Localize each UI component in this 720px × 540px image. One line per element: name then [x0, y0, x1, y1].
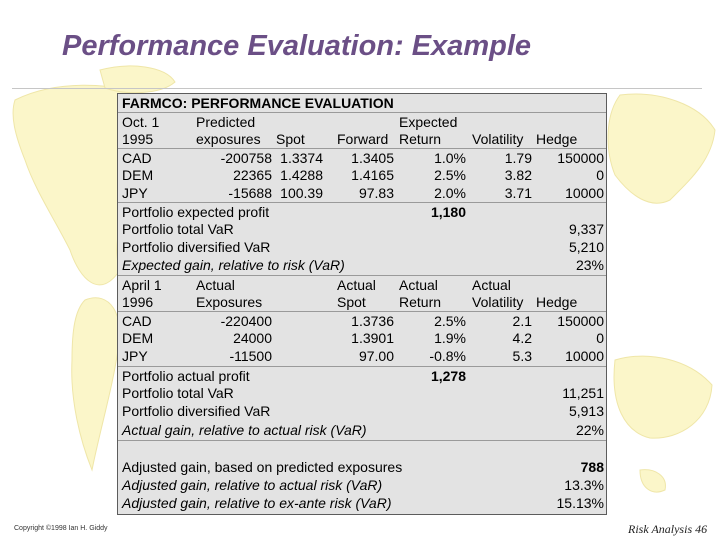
return-cell: 2.5%: [434, 313, 466, 329]
header-cell: 1995: [122, 131, 154, 147]
header-cell: Spot: [337, 294, 366, 310]
hedge-cell: 10000: [565, 348, 604, 364]
adjusted-exante-risk-label: Adjusted gain, relative to ex-ante risk (VaR): [122, 495, 392, 511]
page-label: Risk Analysis 46: [628, 522, 708, 536]
spacer-row: [118, 440, 606, 459]
expected-profit-row: [118, 202, 606, 221]
volatility-cell: 2.1: [512, 313, 532, 329]
total-var-row: [118, 220, 606, 238]
table-heading: FARMCO: PERFORMANCE EVALUATION: [122, 95, 394, 111]
header-cell: Return: [399, 294, 442, 310]
return-cell: -0.8%: [429, 348, 466, 364]
slide-title: Performance Evaluation: Example: [62, 30, 531, 62]
south-america-shape: [72, 298, 120, 470]
expected-gain-risk-row: [118, 256, 606, 274]
diversified-var-value: 5,210: [568, 239, 604, 255]
actual-header-row-1: [118, 275, 606, 294]
header-cell: Actual: [196, 277, 235, 293]
header-cell: Exposures: [196, 294, 263, 310]
forward-cell: 1.3405: [351, 150, 394, 166]
diversified-var-value: 5,913: [568, 403, 604, 419]
table-row: [118, 347, 606, 365]
actual-profit-row: [118, 366, 606, 385]
adjusted-actual-risk-value: 13.3%: [564, 477, 604, 493]
return-cell: 1.0%: [434, 150, 466, 166]
volatility-cell: 3.82: [504, 167, 532, 183]
hedge-cell: 0: [596, 330, 604, 346]
volatility-cell: 3.71: [504, 185, 532, 201]
hedge-cell: 150000: [557, 150, 604, 166]
currency-cell: DEM: [122, 167, 154, 183]
actual-gain-risk-label: Actual gain, relative to actual risk (VaR): [122, 422, 367, 438]
header-cell: Oct. 1: [122, 114, 160, 130]
table-row: [118, 184, 606, 202]
header-cell: exposures: [196, 131, 261, 147]
adjusted-gain-label: Adjusted gain, based on predicted exposures: [122, 459, 403, 475]
total-var-label: Portfolio total VaR: [122, 385, 234, 401]
exposure-cell: 22365: [233, 167, 272, 183]
hedge-cell: 150000: [557, 313, 604, 329]
spot-cell: 1.3736: [351, 313, 394, 329]
return-cell: 2.5%: [434, 167, 466, 183]
adjusted-actual-risk-row: [118, 476, 606, 494]
expected-profit-label: Portfolio expected profit: [122, 204, 270, 220]
return-cell: 2.0%: [434, 185, 466, 201]
adjusted-exante-risk-row: [118, 494, 606, 512]
forward-cell: 97.83: [358, 185, 394, 201]
adjusted-actual-risk-label: Adjusted gain, relative to actual risk (VaR): [122, 477, 383, 493]
diversified-var-label: Portfolio diversified VaR: [122, 239, 271, 255]
expected-gain-risk-value: 23%: [575, 257, 604, 273]
predicted-header-row-1: [118, 112, 606, 131]
exposure-cell: 24000: [233, 330, 272, 346]
actual-gain-risk-row: [118, 421, 606, 439]
total-var-row: [118, 384, 606, 402]
currency-cell: CAD: [122, 150, 152, 166]
predicted-header-row-2: [118, 130, 606, 148]
table-row: [118, 148, 606, 167]
header-cell: Actual: [337, 277, 376, 293]
performance-table: [117, 93, 607, 515]
exposure-cell: -11500: [229, 348, 272, 364]
spot-cell: 100.39: [280, 185, 323, 201]
currency-cell: DEM: [122, 330, 154, 346]
copyright-text: Copyright ©1998 Ian H. Giddy: [14, 525, 108, 532]
expected-gain-risk-label: Expected gain, relative to risk (VaR): [122, 257, 345, 273]
header-cell: Actual: [472, 277, 511, 293]
actual-gain-risk-value: 22%: [575, 422, 604, 438]
title-divider: [12, 88, 702, 89]
expected-profit-value: 1,180: [430, 204, 466, 220]
island-shape: [640, 470, 665, 492]
diversified-var-row: [118, 238, 606, 256]
header-cell: Expected: [399, 114, 458, 130]
header-cell: Predicted: [196, 114, 256, 130]
return-cell: 1.9%: [434, 330, 466, 346]
table-row: [118, 311, 606, 330]
diversified-var-label: Portfolio diversified VaR: [122, 403, 271, 419]
volatility-cell: 1.79: [504, 150, 532, 166]
exposure-cell: -220400: [220, 313, 272, 329]
australia-shape: [614, 356, 712, 438]
header-cell: Return: [399, 131, 442, 147]
adjusted-exante-risk-value: 15.13%: [556, 495, 604, 511]
spot-cell: 97.00: [358, 348, 394, 364]
asia-shape: [608, 94, 715, 203]
header-cell: Forward: [337, 131, 389, 147]
exposure-cell: -15688: [228, 185, 272, 201]
hedge-cell: 10000: [565, 185, 604, 201]
currency-cell: JPY: [122, 348, 148, 364]
hedge-cell: 0: [596, 167, 604, 183]
header-cell: Hedge: [536, 294, 578, 310]
volatility-cell: 4.2: [512, 330, 532, 346]
total-var-value: 9,337: [568, 221, 604, 237]
exposure-cell: -200758: [220, 150, 272, 166]
adjusted-gain-value: 788: [580, 459, 604, 475]
total-var-value: 11,251: [562, 385, 604, 401]
table-row: [118, 329, 606, 347]
actual-profit-value: 1,278: [430, 368, 466, 384]
currency-cell: JPY: [122, 185, 148, 201]
header-cell: Spot: [276, 131, 305, 147]
spot-cell: 1.3374: [280, 150, 323, 166]
forward-cell: 1.4165: [351, 167, 394, 183]
spot-cell: 1.3901: [351, 330, 394, 346]
currency-cell: CAD: [122, 313, 152, 329]
header-cell: 1996: [122, 294, 154, 310]
header-cell: Hedge: [536, 131, 578, 147]
adjusted-gain-row: [118, 458, 606, 476]
table-row: [118, 166, 606, 184]
spot-cell: 1.4288: [280, 167, 323, 183]
actual-header-row-2: [118, 293, 606, 311]
table-heading-row: [118, 94, 606, 112]
actual-profit-label: Portfolio actual profit: [122, 368, 250, 384]
volatility-cell: 5.3: [512, 348, 532, 364]
header-cell: April 1: [122, 277, 162, 293]
header-cell: Volatility: [472, 131, 524, 147]
diversified-var-row: [118, 402, 606, 420]
header-cell: Volatility: [472, 294, 524, 310]
header-cell: Actual: [399, 277, 438, 293]
total-var-label: Portfolio total VaR: [122, 221, 234, 237]
